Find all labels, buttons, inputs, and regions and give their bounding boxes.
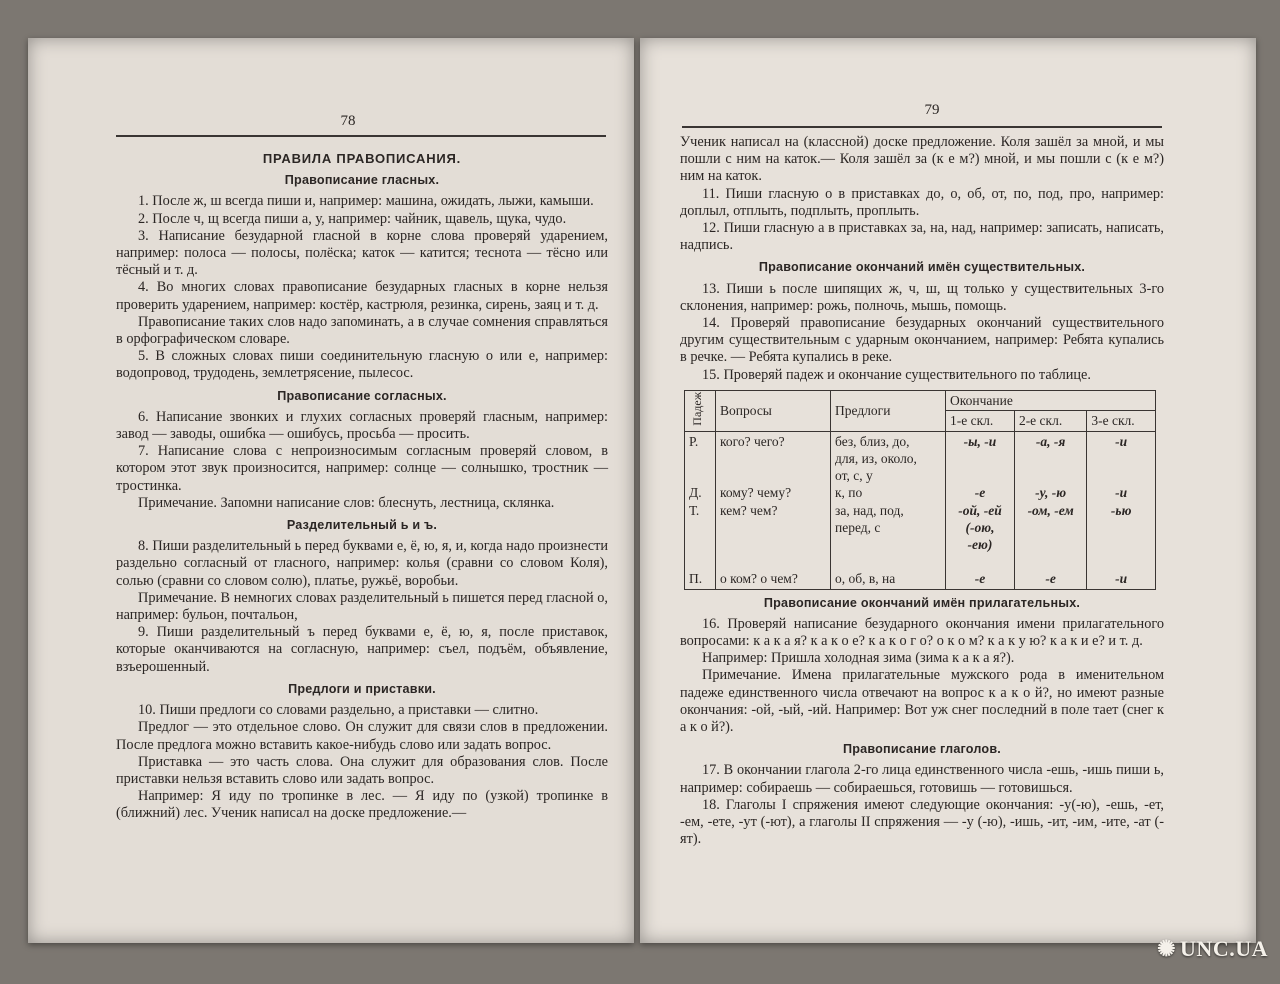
rule-5: 5. В сложных словах пиши соединительную гласную о или е, например: водопровод, трудодень, землетрясение, пылесос. [116,348,608,382]
rule-14: 14. Проверяй правописание безударных окончаний существительного другим существительным с ударным окончанием, например: Ребята купались в речке. — Ребята купались в реке. [680,315,1164,366]
right-page-text [680,134,1164,848]
heading-nouns: Правописание окончаний имён существительных. [758,260,1086,275]
page-number: 79 [924,102,940,118]
rule-16: 16. Проверяй написание безударного окончания имени прилагательного вопросами: к а к а я? к а к о е? к а к о г о? о к о м? к а к у ю? к а к и е? и т. д. [680,615,1164,649]
rule-7: 7. Написание слова с непроизносимым согласным проверяй словом, в котором этот звук произносится, например: солнце — солнышко, тростник — тростинка. [116,443,608,494]
rule-10-continued: Ученик написал на (классной) доске предложение. Коля зашёл за мной, и мы пошли с ним на каток.— Коля зашёл за (к е м?) мной, и мы пошли с (к е м?) ним на каток. [680,134,1164,185]
cell-decl-2: -а, -я -у, -ю -ом, -ем -е [1014,431,1086,589]
heading-prepositions: Предлоги и приставки. [288,681,436,696]
rule-15: 15. Проверяй падеж и окончание существительного по таблице. [702,366,1091,383]
rule-18: 18. Глаголы I спряжения имеют следующие окончания: -у(-ю), -ешь, -ет, -ем, -ете, -ут (-ют), а глаголы II спряжения — -у (-ю), -ишь, -ит, -им, -ите, -ат (-ят). [680,796,1164,848]
rule-1: 1. После ж, ш всегда пиши и, например: машина, ожидать, лыжи, камыши. [138,193,594,210]
rule-16-example: Например: Пришла холодная зима (зима к а к а я?). [702,650,1015,667]
watermark-logo [1157,936,1268,962]
page-number: 78 [340,113,356,129]
col-header-case: Падеж [685,390,716,431]
col-header-decl-2: 2-е скл. [1014,411,1086,431]
rule-10-example: Например: Я иду по тропинке в лес. — Я иду по (узкой) тропинке в (ближний) лес. Ученик написал на доске предложение.— [116,788,608,822]
rule-10-prefix: Приставка — это часть слова. Она служит для образования слов. После приставки нельзя вставить слово или задать вопрос. [116,753,608,787]
rule-8: 8. Пиши разделительный ь перед буквами е, ё, ю, я, и, когда надо произнести раздельно согласный от гласного, например: колья (сравни со словом Коля), солью (сравни со словом солю), платье, ружьё, воробьи. [116,538,608,589]
left-page-text [116,150,608,823]
rule-2: 2. После ч, щ всегда пиши а, у, например: чайник, щавель, щука, чудо. [138,210,567,227]
rule-10: 10. Пиши предлоги со словами раздельно, а приставки — слитно. [138,702,539,719]
header-rule [682,126,1162,128]
col-header-decl-3: 3-е скл. [1087,411,1156,431]
rule-4: 4. Во многих словах правописание безударных гласных в корне нельзя проверить ударением, например: костёр, кастрюля, резинка, сирень, заяц и т. д. [116,279,608,313]
watermark-text: UNC.UA [1180,936,1268,961]
rule-16-note: Примечание. Имена прилагательные мужского рода в именительном падеже единственного числа отвечают на вопрос к а к о й?, но имеют разные окончания: -ой, -ый, -ий. Например: Вот уж снег последний в поле тает (снег к а к о й?). [680,667,1164,736]
rule-17: 17. В окончании глагола 2-го лица единственного числа -ешь, -ишь пиши ь, например: собираешь — собираешься, готовишь — готовишься. [680,762,1164,796]
rule-9: 9. Пиши разделительный ъ перед буквами е, ё, ю, я, после приставок, которые оканчиваются на согласную, например: съел, подъём, объявление, взъерошенный. [116,624,608,675]
cell-questions: кого? чего? кому? чему? кем? чем? о ком? о чем? [716,431,831,589]
star-icon: ✺ [1157,936,1177,961]
rule-4-continued: Правописание таких слов надо запоминать, а в случае сомнения справляться в орфографическом словаре. [116,313,608,348]
cell-decl-1: -ы, -и -е -ой, -ей (-ою, -ею) -е [946,431,1015,589]
cell-prepositions: без, близ, до, для, из, около, от, с, у к, по за, над, под, перед, с о, об, в, на [831,431,946,589]
rule-6: 6. Написание звонких и глухих согласных проверяй гласным, например: завод — заводы, ошибка — ошибусь, просьба — просить. [116,408,608,443]
col-header-questions: Вопросы [716,390,831,431]
cell-decl-3: -и -и -ью -и [1087,431,1156,589]
section-title: ПРАВИЛА ПРАВОПИСАНИЯ. [262,151,462,166]
cell-cases: Р. Д. Т. П. [685,431,716,589]
heading-consonants: Правописание согласных. [277,388,447,403]
header-rule [116,135,606,137]
heading-verbs: Правописание глаголов. [843,742,1001,757]
right-page [640,38,1256,943]
col-header-ending: Окончание [946,390,1156,410]
heading-separating-signs: Разделительный ь и ъ. [286,518,438,533]
heading-adjectives: Правописание окончаний имён прилагательных. [763,595,1081,610]
col-header-prepositions: Предлоги [831,390,946,431]
rule-12: 12. Пиши гласную а в приставках за, на, над, например: записать, написать, надпись. [680,220,1164,254]
rule-13: 13. Пиши ь после шипящих ж, ч, ш, щ только у существительных 3-го склонения, например: рожь, полночь, мышь, помощь. [680,280,1164,314]
rule-11: 11. Пиши гласную о в приставках до, о, об, от, по, под, про, например: доплыл, отплыть, подплыть, проплыть. [680,185,1164,219]
rule-7-note: Примечание. Запомни написание слов: блеснуть, лестница, склянка. [138,494,555,511]
case-endings-table [684,390,1156,590]
rule-3: 3. Написание безударной гласной в корне слова проверяй ударением, например: полоса — полосы, полёска; каток — катится; теснота — тёсно или тёсный и т. д. [116,227,608,279]
heading-vowels: Правописание гласных. [284,173,440,188]
col-header-decl-1: 1-е скл. [946,411,1015,431]
rule-10-preposition: Предлог — это отдельное слово. Он служит для связи слов в предложении. После предлога можно вставить какое-нибудь слово или задать вопрос. [116,719,608,753]
rule-8-note: Примечание. В немногих словах разделительный ь пишется перед гласной о, например: бульон, почтальон, [116,589,608,624]
left-page [28,38,634,943]
